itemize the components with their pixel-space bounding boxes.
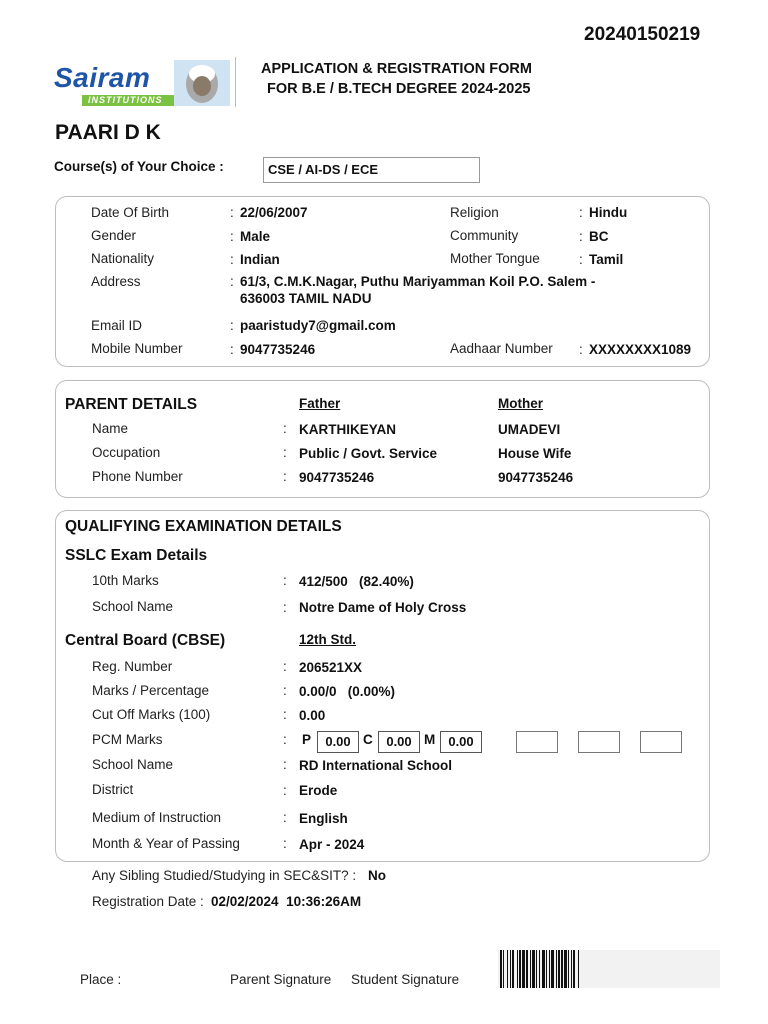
aadhaar-value: XXXXXXXX1089 xyxy=(589,342,692,357)
barcode-bar xyxy=(510,950,511,988)
empty-marks-box xyxy=(640,731,682,753)
reg-number-label: Reg. Number xyxy=(92,659,173,674)
mother-tongue-label: Mother Tongue xyxy=(450,251,540,266)
colon: : xyxy=(230,252,234,267)
father-occupation: Public / Govt. Service xyxy=(299,446,438,461)
colon: : xyxy=(283,445,287,460)
address-label: Address xyxy=(91,274,141,289)
colon: : xyxy=(230,205,234,220)
passing-value: Apr - 2024 xyxy=(299,837,365,852)
district-value: Erode xyxy=(299,783,338,798)
colon: : xyxy=(283,757,287,772)
religion-label: Religion xyxy=(450,205,499,220)
form-title-line2: FOR B.E / B.TECH DEGREE 2024-2025 xyxy=(267,81,531,97)
mother-tongue-value: Tamil xyxy=(589,252,624,267)
gender-label: Gender xyxy=(91,228,137,243)
exam-details-title: QUALIFYING EXAMINATION DETAILS xyxy=(65,518,342,535)
community-value: BC xyxy=(589,229,609,244)
colon: : xyxy=(283,707,287,722)
logo-tagline: INSTITUTIONS xyxy=(88,95,163,105)
tenth-marks-label: 10th Marks xyxy=(92,573,159,588)
marks-value: 0.00/0 (0.00%) xyxy=(299,684,396,699)
father-phone: 9047735246 xyxy=(299,470,375,485)
email-value: paaristudy7@gmail.com xyxy=(240,318,396,333)
father-header: Father xyxy=(299,396,341,411)
barcode-bar xyxy=(517,950,518,988)
pcm-label: PCM Marks xyxy=(92,732,163,747)
std-header: 12th Std. xyxy=(299,632,357,647)
barcode-bar xyxy=(522,950,525,988)
barcode-bar xyxy=(556,950,557,988)
colon: : xyxy=(283,683,287,698)
colon: : xyxy=(230,318,234,333)
mother-occupation: House Wife xyxy=(498,446,572,461)
colon: : xyxy=(283,573,287,588)
barcode-bar xyxy=(546,950,547,988)
application-number: 20240150219 xyxy=(584,24,701,45)
parent-details-title: PARENT DETAILS xyxy=(65,396,198,413)
mobile-value: 9047735246 xyxy=(240,342,316,357)
sairam-logo xyxy=(48,58,234,110)
colon: : xyxy=(283,469,287,484)
email-label: Email ID xyxy=(91,318,143,333)
sibling-value: No xyxy=(368,868,386,883)
cutoff-value: 0.00 xyxy=(299,708,326,723)
barcode-bar xyxy=(507,950,508,988)
student-signature-label: Student Signature xyxy=(351,972,460,987)
mobile-label: Mobile Number xyxy=(91,341,183,356)
barcode-bar xyxy=(512,950,514,988)
sslc-school-label: School Name xyxy=(92,599,174,614)
course-label: Course(s) of Your Choice : xyxy=(54,159,224,174)
address-line1: 61/3, C.M.K.Nagar, Puthu Mariyamman Koil P.O. Salem - xyxy=(240,274,596,289)
barcode-bar xyxy=(561,950,563,988)
community-label: Community xyxy=(450,228,519,243)
parent-name-label: Name xyxy=(92,421,129,436)
place-label: Place : xyxy=(80,972,122,987)
barcode-bar xyxy=(503,950,504,988)
barcode-bar xyxy=(568,950,569,988)
barcode-bar xyxy=(564,950,567,988)
sslc-school-value: Notre Dame of Holy Cross xyxy=(299,600,467,615)
board-title: Central Board (CBSE) xyxy=(65,632,226,649)
nationality-label: Nationality xyxy=(91,251,155,266)
medium-label: Medium of Instruction xyxy=(92,810,222,825)
barcode-bar xyxy=(539,950,540,988)
m-label: M xyxy=(424,732,436,747)
barcode-bar xyxy=(571,950,572,988)
empty-marks-box xyxy=(516,731,558,753)
cutoff-label: Cut Off Marks (100) xyxy=(92,707,211,722)
dob-value: 22/06/2007 xyxy=(240,205,308,220)
colon: : xyxy=(579,205,583,220)
barcode-bar xyxy=(500,950,502,988)
barcode-bar xyxy=(532,950,535,988)
barcode-bar xyxy=(519,950,521,988)
nationality-value: Indian xyxy=(240,252,280,267)
colon: : xyxy=(230,229,234,244)
course-value: CSE / AI-DS / ECE xyxy=(268,162,379,177)
barcode-bar xyxy=(558,950,560,988)
candidate-name: PAARI D K xyxy=(55,121,161,144)
dob-label: Date Of Birth xyxy=(91,205,170,220)
colon: : xyxy=(283,810,287,825)
school-value: RD International School xyxy=(299,758,453,773)
colon: : xyxy=(579,342,583,357)
barcode-bar xyxy=(573,950,575,988)
colon: : xyxy=(283,600,287,615)
school-label: School Name xyxy=(92,757,174,772)
phone-label: Phone Number xyxy=(92,469,183,484)
occupation-label: Occupation xyxy=(92,445,161,460)
barcode-bar xyxy=(578,950,579,988)
colon: : xyxy=(579,252,583,267)
aadhaar-label: Aadhaar Number xyxy=(450,341,553,356)
c-label: C xyxy=(363,732,373,747)
colon: : xyxy=(283,421,287,436)
course-field xyxy=(263,157,480,183)
registration-date-value: 02/02/2024 10:36:26AM xyxy=(211,894,362,909)
colon: : xyxy=(579,229,583,244)
mother-name: UMADEVI xyxy=(498,422,561,437)
mother-header: Mother xyxy=(498,396,543,411)
physics-marks-box: 0.00 xyxy=(317,731,359,753)
reg-number-value: 206521XX xyxy=(299,660,363,675)
gender-value: Male xyxy=(240,229,271,244)
parent-signature-label: Parent Signature xyxy=(230,972,332,987)
header-divider xyxy=(235,57,236,107)
district-label: District xyxy=(92,782,134,797)
passing-label: Month & Year of Passing xyxy=(92,836,240,851)
address-line2: 636003 TAMIL NADU xyxy=(240,291,372,306)
father-name: KARTHIKEYAN xyxy=(299,422,397,437)
marks-label: Marks / Percentage xyxy=(92,683,210,698)
colon: : xyxy=(230,342,234,357)
barcode-graphic xyxy=(500,950,660,988)
barcode-bar xyxy=(549,950,550,988)
barcode xyxy=(498,950,720,988)
empty-marks-box xyxy=(578,731,620,753)
colon: : xyxy=(283,836,287,851)
logo-brand: Sairam xyxy=(54,62,151,93)
barcode-bar xyxy=(526,950,528,988)
colon: : xyxy=(283,783,287,798)
barcode-bar xyxy=(542,950,545,988)
mother-phone: 9047735246 xyxy=(498,470,574,485)
sibling-label: Any Sibling Studied/Studying in SEC&SIT? : xyxy=(92,868,357,883)
sslc-title: SSLC Exam Details xyxy=(65,547,208,564)
barcode-bar xyxy=(530,950,531,988)
colon: : xyxy=(230,274,234,289)
maths-marks-box: 0.00 xyxy=(440,731,482,753)
colon: : xyxy=(283,732,287,747)
religion-value: Hindu xyxy=(589,205,628,220)
tenth-marks-value: 412/500 (82.40%) xyxy=(299,574,414,589)
barcode-bar xyxy=(536,950,537,988)
form-title-line1: APPLICATION & REGISTRATION FORM xyxy=(261,61,532,77)
registration-date-label: Registration Date : xyxy=(92,894,204,909)
p-label: P xyxy=(302,732,312,747)
colon: : xyxy=(283,659,287,674)
barcode-bar xyxy=(551,950,554,988)
chemistry-marks-box: 0.00 xyxy=(378,731,420,753)
medium-value: English xyxy=(299,811,348,826)
